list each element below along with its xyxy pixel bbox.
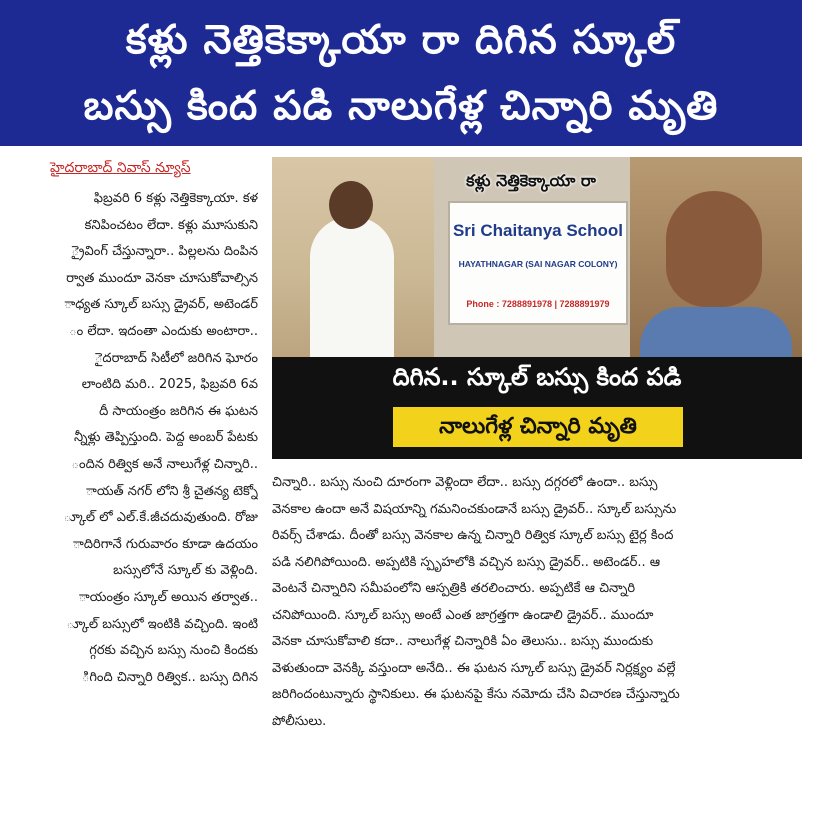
text-line: లాంటిది మరి.. 2025, ఫిబ్రవరి 6వ [81,377,258,393]
girl-face [666,191,762,307]
headline-line-1: కళ్లు నెత్తికెక్కాయా రా దిగిన స్కూల్ [125,17,677,63]
girl-head [329,181,373,229]
text-line: ిగింది చిన్నారి రిత్విక.. బస్సు దిగిన [81,669,258,685]
text-line: ాయత్ నగర్ లోని శ్రీ చైతన్య టెక్నో [85,483,258,499]
text-line: ాధ్యత స్కూల్ బస్సు డ్రైవర్, అటెండర్ [64,297,258,313]
white-dress [310,217,394,367]
school-address-text: HAYATHNAGAR (SAI NAGAR COLONY) [458,259,618,269]
text-line: ఫిబ్రవరి 6 కళ్లు నెత్తికెక్కాయా. కళ [93,191,258,206]
girl-portrait-image [630,157,802,372]
text-line: పడి నలిగిపోయింది. అప్పటికి స్పృహలోకి వచ్చిన బస్సు డ్రైవర్.. అటెండర్.. ఆ [272,554,661,570]
text-line: వెంటనే చిన్నారిని సమీపంలోని ఆస్పత్రికి తరలించారు. అప్పటికే ఆ చిన్నారి [272,581,636,596]
text-line: చిన్నారి.. బస్సు నుంచి దూరంగా వెళ్లిందా లేదా.. బస్సు దగ్గరలో ఉందా.. బస్సు [272,475,658,490]
text-line: వెనకాల ఉందా అనే విషయాన్ని గమనించకుండానే బస్సు డ్రైవర్.. స్కూల్ బస్సును [272,501,677,517]
text-line: ర్వాత ముందూ వెనకా చూసుకోవాల్సిన [66,270,258,286]
text-line: రివర్స్ చేశాడు. దీంతో బస్సు వెనకాల ఉన్న చిన్నారి రిత్విక స్కూల్ బస్సు టైర్ల కింద [272,528,674,543]
text-line: ్కూల్ బస్సులో ఇంటికి వచ్చింది. ఇంటి [66,616,258,632]
photo-caption-2: నాలుగేళ్ల చిన్నారి మృతి [393,407,683,447]
text-line: చనిపోయింది. స్కూల్ బస్సు అంటే ఎంత జాగ్రత్తగా ఉండాలి డ్రైవర్.. ముందూ [272,607,654,623]
text-line: ్కూల్ లో ఎల్.కే.జీచదువుతుంది. రోజు [63,510,258,526]
headline-banner [0,0,802,146]
text-line: గ్గరకు వచ్చిన బస్సు నుంచి కిందకు [89,643,258,659]
text-line: ందిన రిత్విక అనే నాలుగేళ్ల చిన్నారి.. [71,456,258,472]
news-photo [272,157,802,459]
text-line: ైదరాబాద్ సిటీలో జరిగిన ఘోరం [94,350,258,366]
school-phone-text: Phone : 7288891978 | 7288891979 [466,299,610,309]
text-line: వెనకా చూసుకోవాలి కదా.. నాలుగేళ్ల చిన్నారికి ఏం తెలుసు.. బస్సు ముందుకు [272,634,654,649]
school-brand-text: Sri Chaitanya School [452,221,624,240]
girl-in-white-dress-image [272,157,434,372]
text-line: ం లేదా. ఇదంతా ఎందుకు అంటారా.. [69,323,258,339]
text-line: పోలీసులు. [272,713,327,729]
text-line: జరిగిందంటున్నారు స్థానికులు. ఈ ఘటనపై కేసు నమోదు చేసి విచారణ చేస్తున్నారు [272,687,680,702]
headline-line-2: బస్సు కింద పడి నాలుగేళ్ల చిన్నారి మృతి [83,83,719,129]
text-line: ాదిరిగానే గురువారం కూడా ఉదయం [72,536,258,552]
text-line: వెళుతుందా వెనక్కి వస్తుందా అనేది.. ఈ ఘటన స్కూల్ బస్సు డ్రైవర్ నిర్లక్ష్యం వల్లే [272,660,676,676]
text-line: దీ సాయంత్రం జరిగిన ఈ ఘటన [99,403,258,419]
text-line: కనిపించటం లేదా. కళ్లు మూసుకుని [84,217,258,233]
text-line: ాయంత్రం స్కూల్ అయిన తర్వాత.. [78,589,258,605]
left-column-text [0,186,258,691]
school-signboard [448,201,628,325]
text-line: న్నీళ్లు తెప్పిస్తుంది. పెద్ద అంబర్ పేటకు [73,430,258,446]
byline: హైదరాబాద్ నివాస్ న్యూస్ [50,160,191,176]
right-column-text [272,470,802,735]
text-line: ్రైవింగ్ చేస్తున్నారా.. పిల్లలను దింపిన [71,244,258,260]
photo-overlay-label: కళ్లు నెత్తికెక్కాయా రా [466,171,596,190]
text-line: బస్సులోనే స్కూల్ కు వెళ్లింది. [113,563,258,579]
photo-caption-1: దిగిన.. స్కూల్ బస్సు కింద పడి [392,363,682,391]
